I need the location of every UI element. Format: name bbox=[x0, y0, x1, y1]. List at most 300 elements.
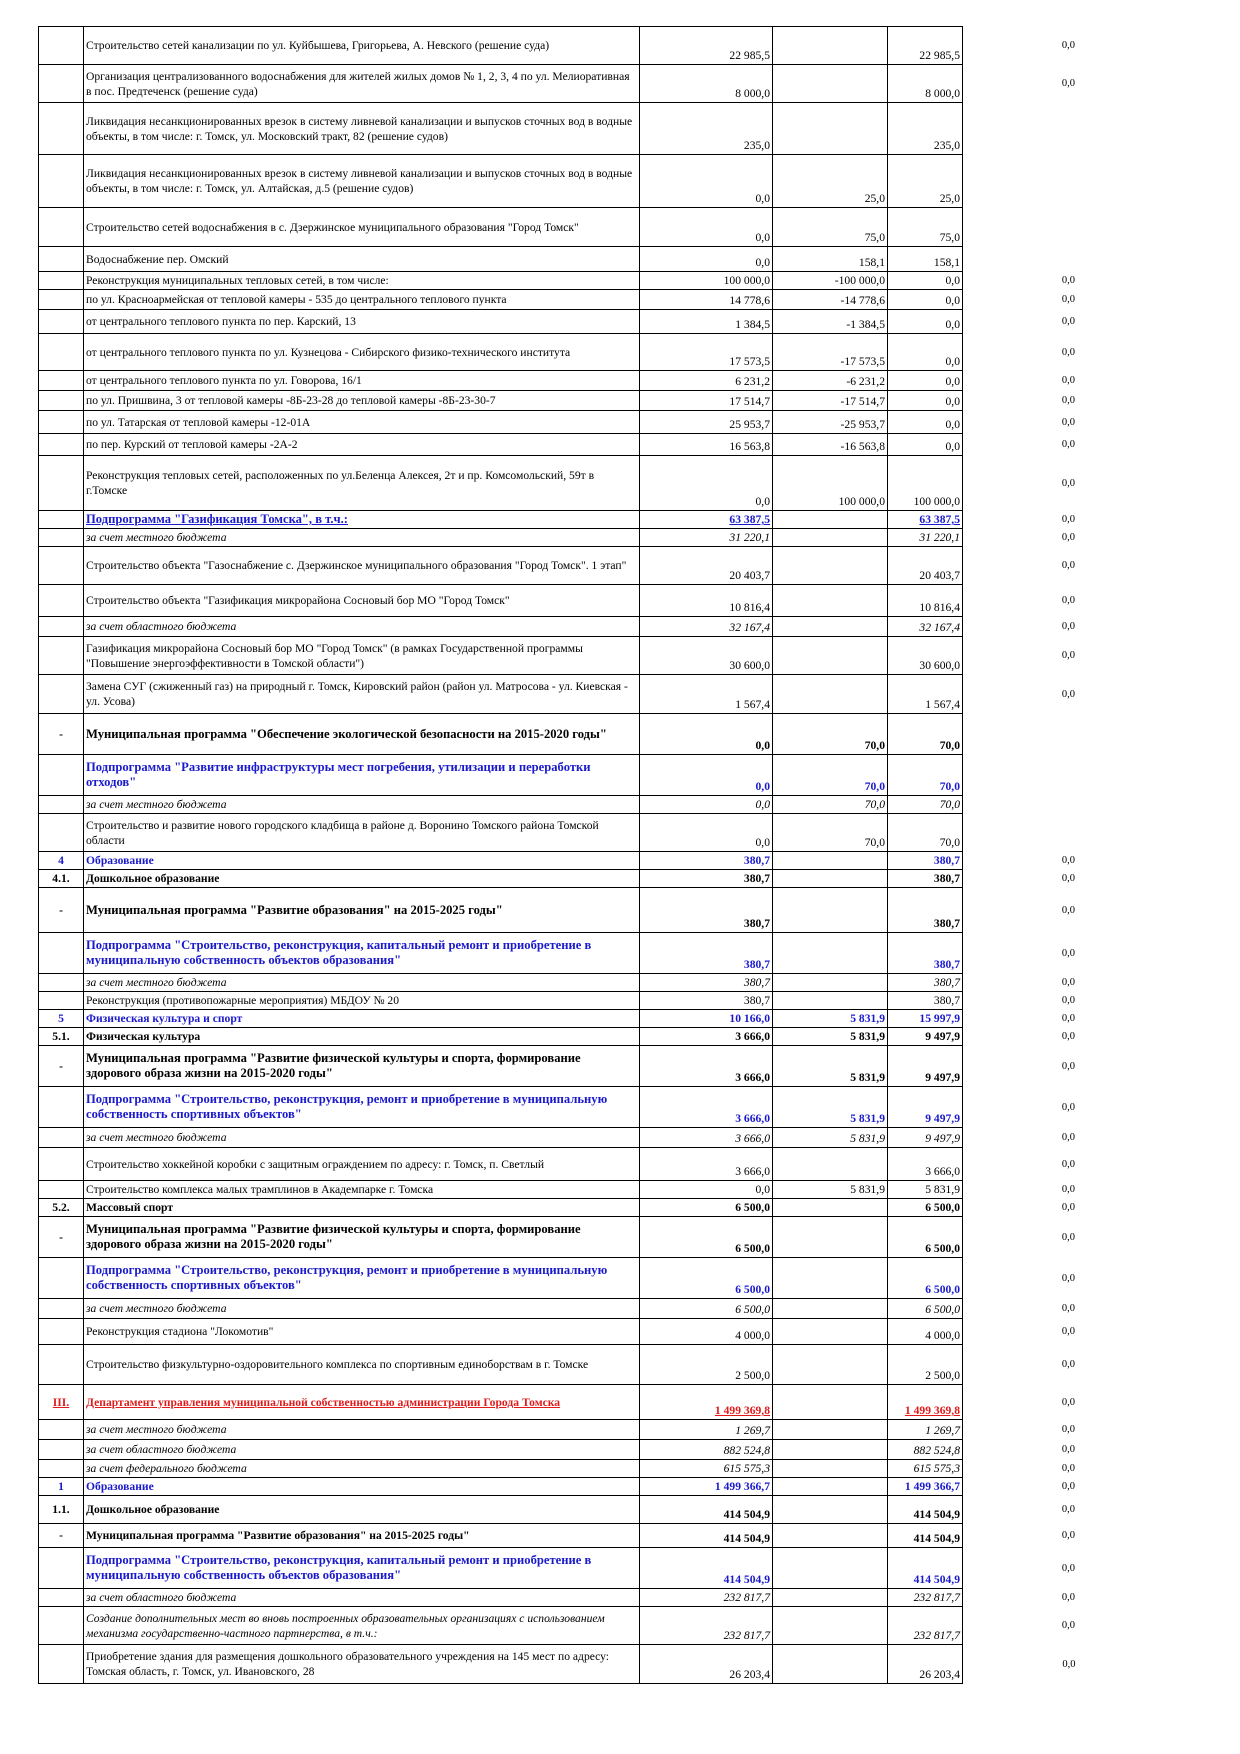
value-total: 235,0 bbox=[888, 103, 963, 155]
table-row bbox=[39, 714, 1082, 755]
row-number: - bbox=[39, 714, 84, 755]
value-change: -16 563,8 bbox=[773, 434, 888, 456]
table-row bbox=[39, 411, 1082, 434]
value-approved: 17 514,7 bbox=[640, 391, 773, 411]
row-name: Подпрограмма "Строительство, реконструкция, ремонт и приобретение в муниципальную собственность спортивных объектов" bbox=[84, 1087, 640, 1128]
row-name: Строительство объекта "Газификация микрорайона Сосновый бор МО "Город Томск" bbox=[84, 585, 640, 617]
row-number bbox=[39, 1181, 84, 1199]
value-total: 70,0 bbox=[888, 814, 963, 852]
value-approved: 380,7 bbox=[640, 992, 773, 1010]
row-number bbox=[39, 1299, 84, 1319]
value-total: 414 504,9 bbox=[888, 1548, 963, 1589]
value-change bbox=[773, 1478, 888, 1496]
row-number bbox=[39, 371, 84, 391]
value-change bbox=[773, 1319, 888, 1345]
value-total: 26 203,4 bbox=[888, 1645, 963, 1684]
value-approved: 380,7 bbox=[640, 888, 773, 933]
value-total: 70,0 bbox=[888, 755, 963, 796]
value-deviation: 0,0 bbox=[1061, 1132, 1075, 1143]
table-row bbox=[39, 1607, 1082, 1645]
value-approved: 0,0 bbox=[640, 456, 773, 511]
value-change bbox=[773, 1548, 888, 1589]
value-total: 380,7 bbox=[888, 974, 963, 992]
value-change: -17 573,5 bbox=[773, 334, 888, 371]
value-change: -14 778,6 bbox=[773, 290, 888, 310]
table-row bbox=[39, 208, 1082, 247]
row-number bbox=[39, 1420, 84, 1440]
value-change bbox=[773, 870, 888, 888]
row-name: Подпрограмма "Строительство, реконструкция, капитальный ремонт и приобретение в муниципальную собственность объектов образования" bbox=[84, 1548, 640, 1589]
row-name: Организация централизованного водоснабжения для жителей жилых домов № 1, 2, 3, 4 по ул. Мелиоративная в пос. Предтеченск (решение суда) bbox=[84, 65, 640, 103]
row-name: Ликвидация несанкционированных врезок в систему ливневой канализации и выпусков сточных вод в водные объекты, в том числе: г. Томск, ул. Московский тракт, 82 (решение судов) bbox=[84, 103, 640, 155]
value-total: 380,7 bbox=[888, 852, 963, 870]
value-change: 70,0 bbox=[773, 714, 888, 755]
value-change: 5 831,9 bbox=[773, 1046, 888, 1087]
table-row bbox=[39, 933, 1082, 974]
row-name: Муниципальная программа "Развитие образования" на 2015-2025 годы" bbox=[84, 888, 640, 933]
row-name: Образование bbox=[84, 1478, 640, 1496]
value-change: 158,1 bbox=[773, 247, 888, 272]
value-approved: 0,0 bbox=[640, 208, 773, 247]
row-name: Строительство сетей водоснабжения в с. Дзержинское муниципального образования "Город Томск" bbox=[84, 208, 640, 247]
value-approved: 16 563,8 bbox=[640, 434, 773, 456]
value-deviation: 0,0 bbox=[1061, 1592, 1075, 1603]
value-approved: 26 203,4 bbox=[640, 1645, 773, 1684]
value-approved: 1 269,7 bbox=[640, 1420, 773, 1440]
value-approved: 31 220,1 bbox=[640, 529, 773, 547]
value-total: 6 500,0 bbox=[888, 1199, 963, 1217]
value-approved: 380,7 bbox=[640, 974, 773, 992]
value-approved: 3 666,0 bbox=[640, 1028, 773, 1046]
table-row bbox=[39, 974, 1082, 992]
table-row bbox=[39, 511, 1082, 529]
value-change bbox=[773, 1217, 888, 1258]
row-number bbox=[39, 247, 84, 272]
value-total: 0,0 bbox=[888, 434, 963, 456]
value-deviation: 0,0 bbox=[1061, 1031, 1075, 1042]
value-deviation: 0,0 bbox=[1061, 1562, 1075, 1574]
budget-table bbox=[38, 26, 1082, 1684]
value-deviation: 0,0 bbox=[1061, 688, 1075, 700]
table-row bbox=[39, 272, 1082, 290]
value-total: 0,0 bbox=[888, 290, 963, 310]
value-total: 9 497,9 bbox=[888, 1128, 963, 1148]
row-name: Муниципальная программа "Развитие физической культуры и спорта, формирование здорового образа жизни на 2015-2020 годы" bbox=[84, 1046, 640, 1087]
table-row bbox=[39, 992, 1082, 1010]
row-name: за счет местного бюджета bbox=[84, 529, 640, 547]
value-change bbox=[773, 511, 888, 529]
row-name: Реконструкция муниципальных тепловых сетей, в том числе: bbox=[84, 272, 640, 290]
row-name: от центрального теплового пункта по ул. Кузнецова - Сибирского физико-технического института bbox=[84, 334, 640, 371]
row-name: за счет областного бюджета bbox=[84, 1589, 640, 1607]
value-approved: 6 500,0 bbox=[640, 1258, 773, 1299]
value-total: 1 499 369,8 bbox=[888, 1385, 963, 1420]
value-deviation: 0,0 bbox=[1061, 1013, 1075, 1024]
row-name: по пер. Курский от тепловой камеры -2А-2 bbox=[84, 434, 640, 456]
table-row bbox=[39, 1420, 1082, 1440]
row-name: Департамент управления муниципальной собственностью администрации Города Томска bbox=[84, 1385, 640, 1420]
row-number bbox=[39, 334, 84, 371]
value-change: 70,0 bbox=[773, 796, 888, 814]
row-number bbox=[39, 617, 84, 637]
value-total: 6 500,0 bbox=[888, 1299, 963, 1319]
value-deviation: 0,0 bbox=[1061, 1101, 1075, 1113]
value-approved: 380,7 bbox=[640, 933, 773, 974]
value-deviation: 0,0 bbox=[1061, 855, 1075, 866]
table-row bbox=[39, 1496, 1082, 1524]
table-row bbox=[39, 1524, 1082, 1548]
budget-table-body bbox=[39, 27, 1082, 1684]
value-deviation bbox=[963, 103, 1082, 155]
row-number: - bbox=[39, 1524, 84, 1548]
value-total: 22 985,5 bbox=[888, 27, 963, 65]
value-change: 5 831,9 bbox=[773, 1087, 888, 1128]
row-name: от центрального теплового пункта по ул. Говорова, 16/1 bbox=[84, 371, 640, 391]
value-deviation: 0,0 bbox=[1061, 1231, 1075, 1243]
value-deviation: 0,0 bbox=[1061, 514, 1075, 525]
table-row bbox=[39, 334, 1082, 371]
row-name: за счет местного бюджета bbox=[84, 796, 640, 814]
value-change: 5 831,9 bbox=[773, 1028, 888, 1046]
row-name: Водоснабжение пер. Омский bbox=[84, 247, 640, 272]
value-approved: 0,0 bbox=[640, 247, 773, 272]
row-name: Строительство сетей канализации по ул. Куйбышева, Григорьева, А. Невского (решение суда) bbox=[84, 27, 640, 65]
table-row bbox=[39, 1645, 1082, 1684]
table-row bbox=[39, 1478, 1082, 1496]
row-number: - bbox=[39, 888, 84, 933]
value-approved: 100 000,0 bbox=[640, 272, 773, 290]
row-number bbox=[39, 992, 84, 1010]
value-total: 6 500,0 bbox=[888, 1217, 963, 1258]
value-change: 70,0 bbox=[773, 755, 888, 796]
row-number bbox=[39, 310, 84, 334]
value-total: 8 000,0 bbox=[888, 65, 963, 103]
value-approved: 3 666,0 bbox=[640, 1148, 773, 1181]
row-number bbox=[39, 585, 84, 617]
row-number: - bbox=[39, 1046, 84, 1087]
row-name: Физическая культура и спорт bbox=[84, 1010, 640, 1028]
value-approved: 20 403,7 bbox=[640, 547, 773, 585]
value-total: 3 666,0 bbox=[888, 1148, 963, 1181]
value-change bbox=[773, 1258, 888, 1299]
value-total: 30 600,0 bbox=[888, 637, 963, 675]
row-number bbox=[39, 1345, 84, 1385]
value-deviation: 0,0 bbox=[1061, 947, 1075, 959]
value-approved: 0,0 bbox=[640, 714, 773, 755]
value-change: -25 953,7 bbox=[773, 411, 888, 434]
value-total: 9 497,9 bbox=[888, 1087, 963, 1128]
table-row bbox=[39, 1046, 1082, 1087]
value-approved: 882 524,8 bbox=[640, 1440, 773, 1460]
value-total: 32 167,4 bbox=[888, 617, 963, 637]
value-approved: 232 817,7 bbox=[640, 1607, 773, 1645]
value-deviation: 0,0 bbox=[1061, 416, 1075, 428]
value-deviation: 0,0 bbox=[1061, 1481, 1075, 1492]
value-deviation: 0,0 bbox=[1061, 1359, 1075, 1370]
value-change bbox=[773, 933, 888, 974]
row-number bbox=[39, 1607, 84, 1645]
value-approved: 1 567,4 bbox=[640, 675, 773, 714]
value-approved: 1 384,5 bbox=[640, 310, 773, 334]
value-deviation: 0,0 bbox=[1061, 532, 1075, 543]
row-number bbox=[39, 208, 84, 247]
value-approved: 0,0 bbox=[640, 796, 773, 814]
value-approved: 414 504,9 bbox=[640, 1524, 773, 1548]
value-deviation: 0,0 bbox=[1061, 477, 1075, 489]
value-change bbox=[773, 1345, 888, 1385]
value-deviation: 0,0 bbox=[1061, 294, 1075, 305]
value-change bbox=[773, 1299, 888, 1319]
row-name: Подпрограмма "Строительство, реконструкция, ремонт и приобретение в муниципальную собственность спортивных объектов" bbox=[84, 1258, 640, 1299]
value-change bbox=[773, 1385, 888, 1420]
row-name: Ликвидация несанкционированных врезок в систему ливневой канализации и выпусков сточных вод в водные объекты, в том числе: г. Томск, ул. Алтайская, д.5 (решение судов) bbox=[84, 155, 640, 208]
row-number bbox=[39, 511, 84, 529]
value-total: 380,7 bbox=[888, 933, 963, 974]
value-change bbox=[773, 1148, 888, 1181]
value-deviation: 0,0 bbox=[1061, 650, 1075, 661]
value-change: -1 384,5 bbox=[773, 310, 888, 334]
value-change: 25,0 bbox=[773, 155, 888, 208]
value-total: 414 504,9 bbox=[888, 1496, 963, 1524]
value-total: 1 499 366,7 bbox=[888, 1478, 963, 1496]
value-total: 70,0 bbox=[888, 714, 963, 755]
table-row bbox=[39, 1128, 1082, 1148]
value-change bbox=[773, 1460, 888, 1478]
value-change: 70,0 bbox=[773, 814, 888, 852]
row-number bbox=[39, 637, 84, 675]
value-deviation: 0,0 bbox=[1061, 1184, 1075, 1195]
value-change bbox=[773, 852, 888, 870]
row-name: по ул. Татарская от тепловой камеры -12-01А bbox=[84, 411, 640, 434]
value-total: 70,0 bbox=[888, 796, 963, 814]
row-number bbox=[39, 411, 84, 434]
row-number bbox=[39, 1128, 84, 1148]
row-name: Строительство и развитие нового городского кладбища в районе д. Воронино Томского района Томской области bbox=[84, 814, 640, 852]
value-deviation: 0,0 bbox=[1061, 1424, 1075, 1435]
value-change: 100 000,0 bbox=[773, 456, 888, 511]
table-row bbox=[39, 1460, 1082, 1478]
table-row bbox=[39, 65, 1082, 103]
table-row bbox=[39, 617, 1082, 637]
row-name: Подпрограмма "Развитие инфраструктуры мест погребения, утилизации и переработки отходов" bbox=[84, 755, 640, 796]
table-row bbox=[39, 852, 1082, 870]
value-approved: 32 167,4 bbox=[640, 617, 773, 637]
row-number bbox=[39, 1087, 84, 1128]
value-change bbox=[773, 547, 888, 585]
value-total: 882 524,8 bbox=[888, 1440, 963, 1460]
value-total: 75,0 bbox=[888, 208, 963, 247]
value-deviation: 0,0 bbox=[1061, 904, 1075, 916]
row-number bbox=[39, 391, 84, 411]
value-approved: 10 816,4 bbox=[640, 585, 773, 617]
value-total: 0,0 bbox=[888, 310, 963, 334]
table-row bbox=[39, 1258, 1082, 1299]
value-deviation bbox=[963, 755, 1082, 796]
budget-table-wrapper bbox=[38, 26, 1082, 1684]
table-row bbox=[39, 391, 1082, 411]
row-name: за счет областного бюджета bbox=[84, 1440, 640, 1460]
value-approved: 22 985,5 bbox=[640, 27, 773, 65]
table-row bbox=[39, 1440, 1082, 1460]
value-approved: 615 575,3 bbox=[640, 1460, 773, 1478]
table-row bbox=[39, 1087, 1082, 1128]
table-row bbox=[39, 371, 1082, 391]
table-row bbox=[39, 1319, 1082, 1345]
table-row bbox=[39, 888, 1082, 933]
row-name: Строительство физкультурно-оздоровительного комплекса по спортивным единоборствам в г. Томске bbox=[84, 1345, 640, 1385]
value-change bbox=[773, 992, 888, 1010]
row-name: Приобретение здания для размещения дошкольного образовательного учреждения на 145 мест по адресу: Томская область, г. Томск, ул. Ивановского, 28 bbox=[84, 1645, 640, 1684]
value-approved: 232 817,7 bbox=[640, 1589, 773, 1607]
row-number bbox=[39, 1440, 84, 1460]
row-name: за счет областного бюджета bbox=[84, 617, 640, 637]
value-deviation: 0,0 bbox=[1061, 1326, 1075, 1337]
value-approved: 0,0 bbox=[640, 755, 773, 796]
row-name: Физическая культура bbox=[84, 1028, 640, 1046]
value-deviation bbox=[963, 155, 1082, 208]
value-change bbox=[773, 585, 888, 617]
value-deviation: 0,0 bbox=[1061, 621, 1075, 632]
value-total: 10 816,4 bbox=[888, 585, 963, 617]
value-approved: 14 778,6 bbox=[640, 290, 773, 310]
value-change: 5 831,9 bbox=[773, 1128, 888, 1148]
row-number: 5.1. bbox=[39, 1028, 84, 1046]
value-deviation bbox=[963, 796, 1082, 814]
row-name: Образование bbox=[84, 852, 640, 870]
row-number: - bbox=[39, 1217, 84, 1258]
value-change bbox=[773, 617, 888, 637]
row-number: 5 bbox=[39, 1010, 84, 1028]
value-total: 158,1 bbox=[888, 247, 963, 272]
value-approved: 6 500,0 bbox=[640, 1217, 773, 1258]
value-change bbox=[773, 1420, 888, 1440]
value-change bbox=[773, 27, 888, 65]
row-name: Подпрограмма "Строительство, реконструкция, капитальный ремонт и приобретение в муниципальную собственность объектов образования" bbox=[84, 933, 640, 974]
table-row bbox=[39, 1148, 1082, 1181]
value-change bbox=[773, 1524, 888, 1548]
row-name: Строительство хоккейной коробки с защитным ограждением по адресу: г. Томск, п. Светлый bbox=[84, 1148, 640, 1181]
value-total: 0,0 bbox=[888, 334, 963, 371]
value-approved: 0,0 bbox=[640, 814, 773, 852]
value-total: 2 500,0 bbox=[888, 1345, 963, 1385]
value-deviation: 0,0 bbox=[1061, 995, 1075, 1006]
value-approved: 6 231,2 bbox=[640, 371, 773, 391]
value-total: 0,0 bbox=[888, 272, 963, 290]
row-number: 5.2. bbox=[39, 1199, 84, 1217]
value-change: -100 000,0 bbox=[773, 272, 888, 290]
value-total: 1 567,4 bbox=[888, 675, 963, 714]
value-total: 380,7 bbox=[888, 888, 963, 933]
value-total: 615 575,3 bbox=[888, 1460, 963, 1478]
row-name: по ул. Красноармейская от тепловой камеры - 535 до центрального теплового пункта bbox=[84, 290, 640, 310]
value-deviation: 0,0 bbox=[1061, 560, 1075, 571]
value-total: 25,0 bbox=[888, 155, 963, 208]
row-number bbox=[39, 103, 84, 155]
row-name: от центрального теплового пункта по пер. Карский, 13 bbox=[84, 310, 640, 334]
table-row bbox=[39, 547, 1082, 585]
row-name: Дошкольное образование bbox=[84, 1496, 640, 1524]
table-row bbox=[39, 796, 1082, 814]
value-approved: 8 000,0 bbox=[640, 65, 773, 103]
value-total: 15 997,9 bbox=[888, 1010, 963, 1028]
value-total: 63 387,5 bbox=[888, 511, 963, 529]
row-name: за счет местного бюджета bbox=[84, 1299, 640, 1319]
table-row bbox=[39, 1217, 1082, 1258]
row-name: за счет местного бюджета bbox=[84, 1420, 640, 1440]
value-deviation: 0,0 bbox=[1061, 1396, 1075, 1408]
row-number bbox=[39, 290, 84, 310]
table-row bbox=[39, 1028, 1082, 1046]
row-number bbox=[39, 529, 84, 547]
value-approved: 10 166,0 bbox=[640, 1010, 773, 1028]
table-row bbox=[39, 637, 1082, 675]
row-name: Создание дополнительных мест во вновь построенных образовательных организациях с использованием механизма государственно-частного партнерства, в т.ч.: bbox=[84, 1607, 640, 1645]
value-total: 6 500,0 bbox=[888, 1258, 963, 1299]
row-number bbox=[39, 27, 84, 65]
row-number: 4.1. bbox=[39, 870, 84, 888]
table-row bbox=[39, 529, 1082, 547]
row-number: III. bbox=[39, 1385, 84, 1420]
row-name: Замена СУГ (сжиженный газ) на природный г. Томск, Кировский район (район ул. Матросова - ул. Киевская - ул. Усова) bbox=[84, 675, 640, 714]
value-change bbox=[773, 1199, 888, 1217]
value-approved: 3 666,0 bbox=[640, 1046, 773, 1087]
value-deviation: 0,0 bbox=[1061, 595, 1075, 606]
table-row bbox=[39, 456, 1082, 511]
row-name: Муниципальная программа "Обеспечение экологической безопасности на 2015-2020 годы" bbox=[84, 714, 640, 755]
value-change bbox=[773, 103, 888, 155]
value-approved: 4 000,0 bbox=[640, 1319, 773, 1345]
table-row bbox=[39, 103, 1082, 155]
value-change bbox=[773, 1589, 888, 1607]
value-approved: 17 573,5 bbox=[640, 334, 773, 371]
row-number: 1.1. bbox=[39, 1496, 84, 1524]
row-number bbox=[39, 1148, 84, 1181]
table-row bbox=[39, 1589, 1082, 1607]
row-name: за счет местного бюджета bbox=[84, 974, 640, 992]
table-row bbox=[39, 1199, 1082, 1217]
value-approved: 30 600,0 bbox=[640, 637, 773, 675]
value-approved: 1 499 366,7 bbox=[640, 1478, 773, 1496]
row-name: Строительство комплекса малых трамплинов в Академпарке г. Томска bbox=[84, 1181, 640, 1199]
value-total: 414 504,9 bbox=[888, 1524, 963, 1548]
value-deviation: 0,0 bbox=[1061, 78, 1075, 89]
value-total: 9 497,9 bbox=[888, 1028, 963, 1046]
value-approved: 63 387,5 bbox=[640, 511, 773, 529]
row-number bbox=[39, 974, 84, 992]
value-deviation: 0,0 bbox=[1062, 1658, 1076, 1670]
value-deviation: 0,0 bbox=[1061, 316, 1075, 327]
table-row bbox=[39, 27, 1082, 65]
table-row bbox=[39, 310, 1082, 334]
value-deviation: 0,0 bbox=[1061, 1620, 1075, 1631]
value-total: 1 269,7 bbox=[888, 1420, 963, 1440]
value-change: -6 231,2 bbox=[773, 371, 888, 391]
row-number: 4 bbox=[39, 852, 84, 870]
value-deviation: 0,0 bbox=[1061, 873, 1075, 884]
value-deviation: 0,0 bbox=[1061, 1202, 1075, 1213]
row-number bbox=[39, 547, 84, 585]
value-approved: 25 953,7 bbox=[640, 411, 773, 434]
value-approved: 1 499 369,8 bbox=[640, 1385, 773, 1420]
value-deviation: 0,0 bbox=[1061, 1272, 1075, 1284]
row-name: Реконструкция стадиона "Локомотив" bbox=[84, 1319, 640, 1345]
table-row bbox=[39, 1385, 1082, 1420]
value-deviation: 0,0 bbox=[1061, 1463, 1075, 1474]
value-approved: 3 666,0 bbox=[640, 1128, 773, 1148]
row-number bbox=[39, 1258, 84, 1299]
value-change bbox=[773, 1607, 888, 1645]
value-deviation: 0,0 bbox=[1061, 275, 1075, 286]
